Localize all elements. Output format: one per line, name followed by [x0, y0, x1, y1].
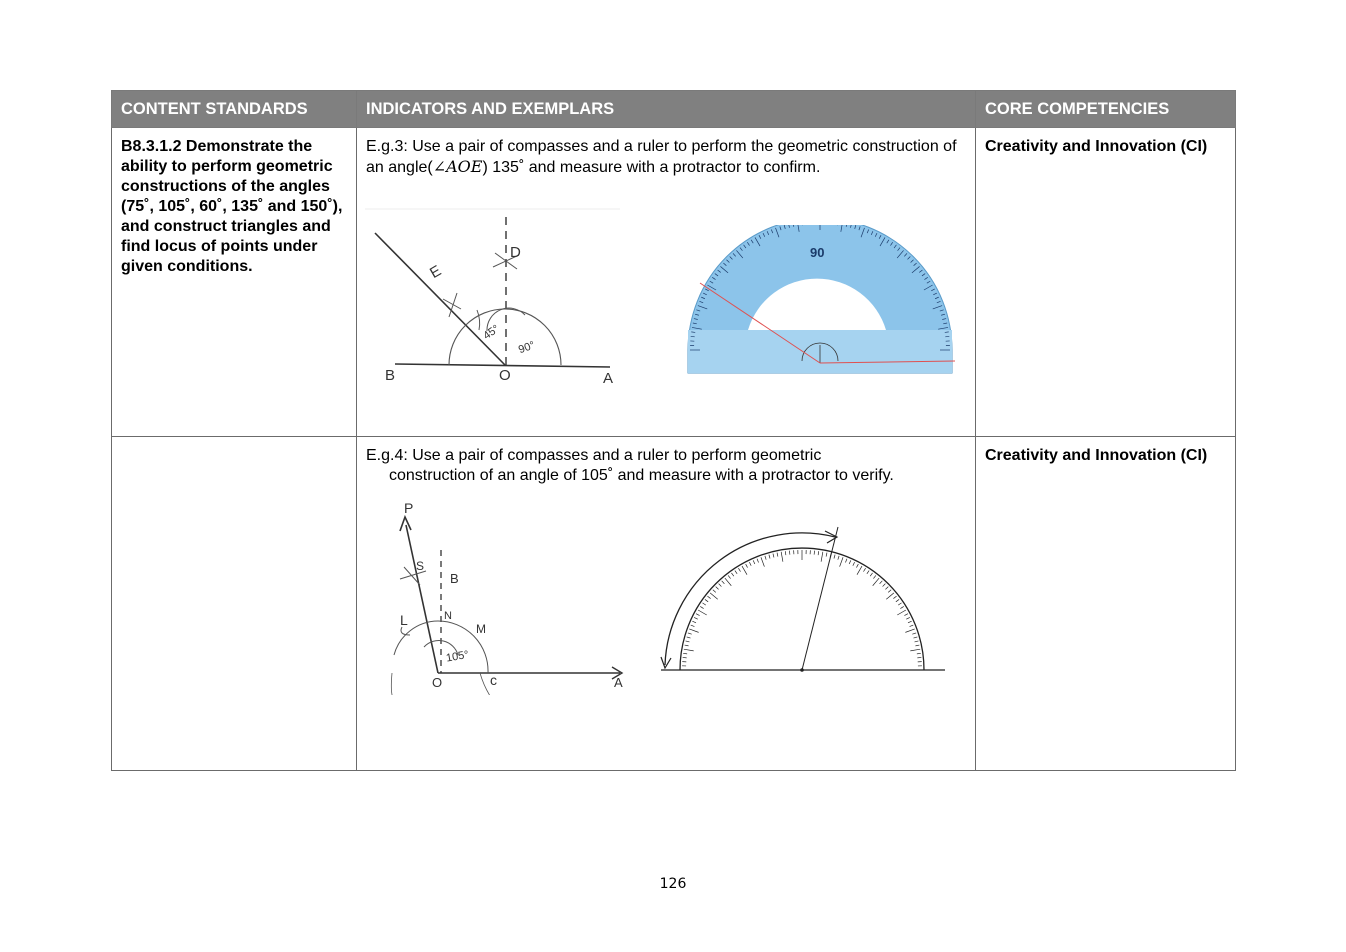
construction-135-figure — [365, 205, 625, 390]
label-B: B — [450, 571, 459, 586]
content-standard-cell-empty — [112, 437, 357, 771]
construction-105-figure — [380, 495, 630, 695]
label-N: N — [444, 610, 452, 622]
label-90-deg: 90° — [516, 339, 537, 357]
table-row — [112, 128, 1236, 437]
protractor-ticks — [682, 550, 922, 670]
angle-notation: ∠AOE — [432, 157, 483, 176]
label-S: S — [416, 559, 425, 573]
header-row — [112, 91, 1236, 128]
content-standard-cell: B8.3.1.2 Demonstrate the ability to perform geometric constructions of the angles (75˚, 105˚, 60˚, 135˚ and 150˚), and construct triangles and find locus of points under given conditions. — [112, 128, 357, 437]
core-competency-cell: Creativity and Innovation (CI) — [976, 437, 1236, 771]
header-core-competencies: CORE COMPETENCIES — [976, 91, 1236, 128]
label-O: O — [432, 675, 443, 690]
label-A: A — [603, 370, 614, 387]
label-45-deg: 45° — [481, 322, 502, 343]
label-B: B — [385, 367, 396, 384]
label-D: D — [510, 244, 521, 261]
blue-protractor-image — [680, 225, 960, 380]
label-A: A — [614, 675, 623, 690]
header-content-standards: CONTENT STANDARDS — [112, 91, 357, 128]
exemplar-text-post: ) 135˚ and measure with a protractor to confirm. — [482, 159, 821, 176]
exemplar-text — [366, 137, 966, 178]
line-protractor-image — [655, 525, 950, 680]
exemplar-text-line2: construction of an angle of 105˚ and measure with a protractor to verify. — [389, 467, 894, 484]
label-c: c — [490, 672, 497, 688]
protractor-90-label: 90 — [810, 245, 825, 260]
label-E: E — [427, 262, 445, 282]
exemplar-text-line1: E.g.4: Use a pair of compasses and a ruler to perform geometric — [366, 447, 822, 464]
label-M: M — [476, 622, 486, 636]
label-L: L — [400, 612, 408, 628]
page-number: 126 — [659, 876, 687, 892]
label-P: P — [404, 500, 414, 516]
exemplar-text-pre: E.g.3: Use a pair of compasses and a ruler to perform the geometric construction of an angle( — [366, 138, 957, 176]
label-O: O — [499, 367, 511, 384]
header-indicators-exemplars: INDICATORS AND EXEMPLARS — [357, 91, 976, 128]
core-competency-cell: Creativity and Innovation (CI) — [976, 128, 1236, 437]
label-105-deg: 105° — [445, 648, 470, 665]
